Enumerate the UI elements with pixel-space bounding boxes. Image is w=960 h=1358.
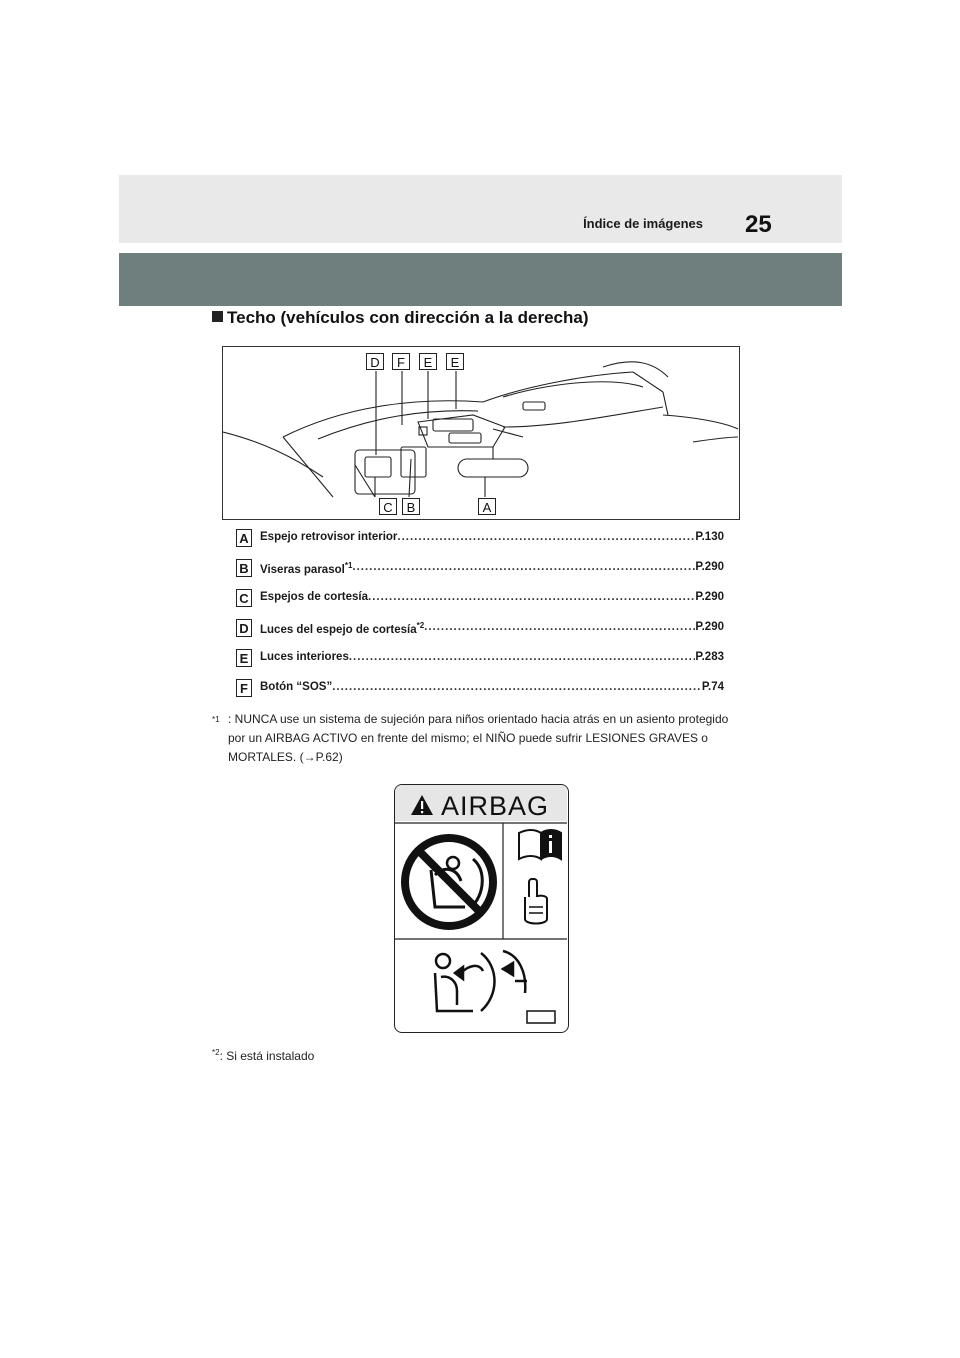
airbag-warning-label — [394, 784, 569, 1033]
legend-label: Espejo retrovisor interior — [260, 531, 398, 543]
badge-f: F — [236, 679, 252, 697]
callout-b: B — [402, 498, 420, 515]
square-bullet-icon — [212, 311, 223, 322]
label-id-box — [527, 1011, 555, 1023]
badge-b: B — [236, 559, 252, 577]
heading-text: Techo (vehículos con dirección a la derecha) — [227, 308, 589, 327]
section-heading — [212, 308, 589, 328]
page-number: 25 — [745, 211, 772, 238]
footnote-mark: *1 — [212, 715, 220, 724]
legend-label: Botón “SOS” — [260, 681, 333, 693]
pointing-hand-icon — [525, 879, 547, 924]
footnote-2 — [212, 1043, 314, 1066]
callout-e2: E — [446, 353, 464, 370]
callout-d: D — [366, 353, 384, 370]
page-reference: P.290 — [695, 561, 724, 573]
footnote-ref: *1 — [344, 561, 353, 570]
footnote-mark: *2 — [212, 1048, 220, 1057]
page-reference: P.290 — [695, 591, 724, 603]
header-top-bar — [119, 175, 842, 243]
legend-label: Luces interiores — [260, 651, 349, 663]
page-reference: P.130 — [695, 531, 724, 543]
callout-c: C — [379, 498, 397, 515]
legend-label: Espejos de cortesía — [260, 591, 369, 603]
roof-illustration — [223, 347, 739, 519]
legend-label: Viseras parasol — [260, 563, 345, 576]
legend-item-c — [236, 589, 724, 619]
legend-item-b — [236, 559, 724, 589]
header-band — [119, 253, 842, 306]
footnote-1 — [212, 710, 742, 767]
callout-a: A — [478, 498, 496, 515]
legend-item-f — [236, 679, 724, 709]
section-title: Índice de imágenes — [583, 216, 703, 231]
airbag-title: AIRBAG — [441, 791, 550, 821]
page-reference: P.290 — [695, 621, 724, 633]
legend-item-e — [236, 649, 724, 679]
footnote-colon: : — [219, 1049, 227, 1063]
footnote-text: Si está instalado — [226, 1049, 315, 1063]
page-reference: P.74 — [701, 681, 724, 693]
footnote-text: : NUNCA use un sistema de sujeción para niños orientado hacia atrás en un asiento protegido por un AIRBAG ACTIVO en frente del mismo; el NIÑO puede sufrir LESIONES GRAVES o MORTALES. (→P.62) — [228, 712, 729, 764]
roof-diagram — [222, 346, 740, 520]
badge-a: A — [236, 529, 252, 547]
airbag-label-graphic — [395, 785, 567, 1031]
legend-label: Luces del espejo de cortesía — [260, 623, 417, 636]
callout-f: F — [392, 353, 410, 370]
badge-e: E — [236, 649, 252, 667]
page-reference: P.283 — [695, 651, 724, 663]
badge-c: C — [236, 589, 252, 607]
seat-airbag-icon — [435, 951, 527, 1011]
legend-list — [236, 529, 724, 709]
badge-d: D — [236, 619, 252, 637]
callout-e1: E — [419, 353, 437, 370]
footnote-ref: *2 — [416, 621, 425, 630]
no-child-seat-icon — [405, 838, 493, 926]
legend-item-d — [236, 619, 724, 649]
legend-item-a — [236, 529, 724, 559]
manual-book-icon — [519, 830, 561, 859]
